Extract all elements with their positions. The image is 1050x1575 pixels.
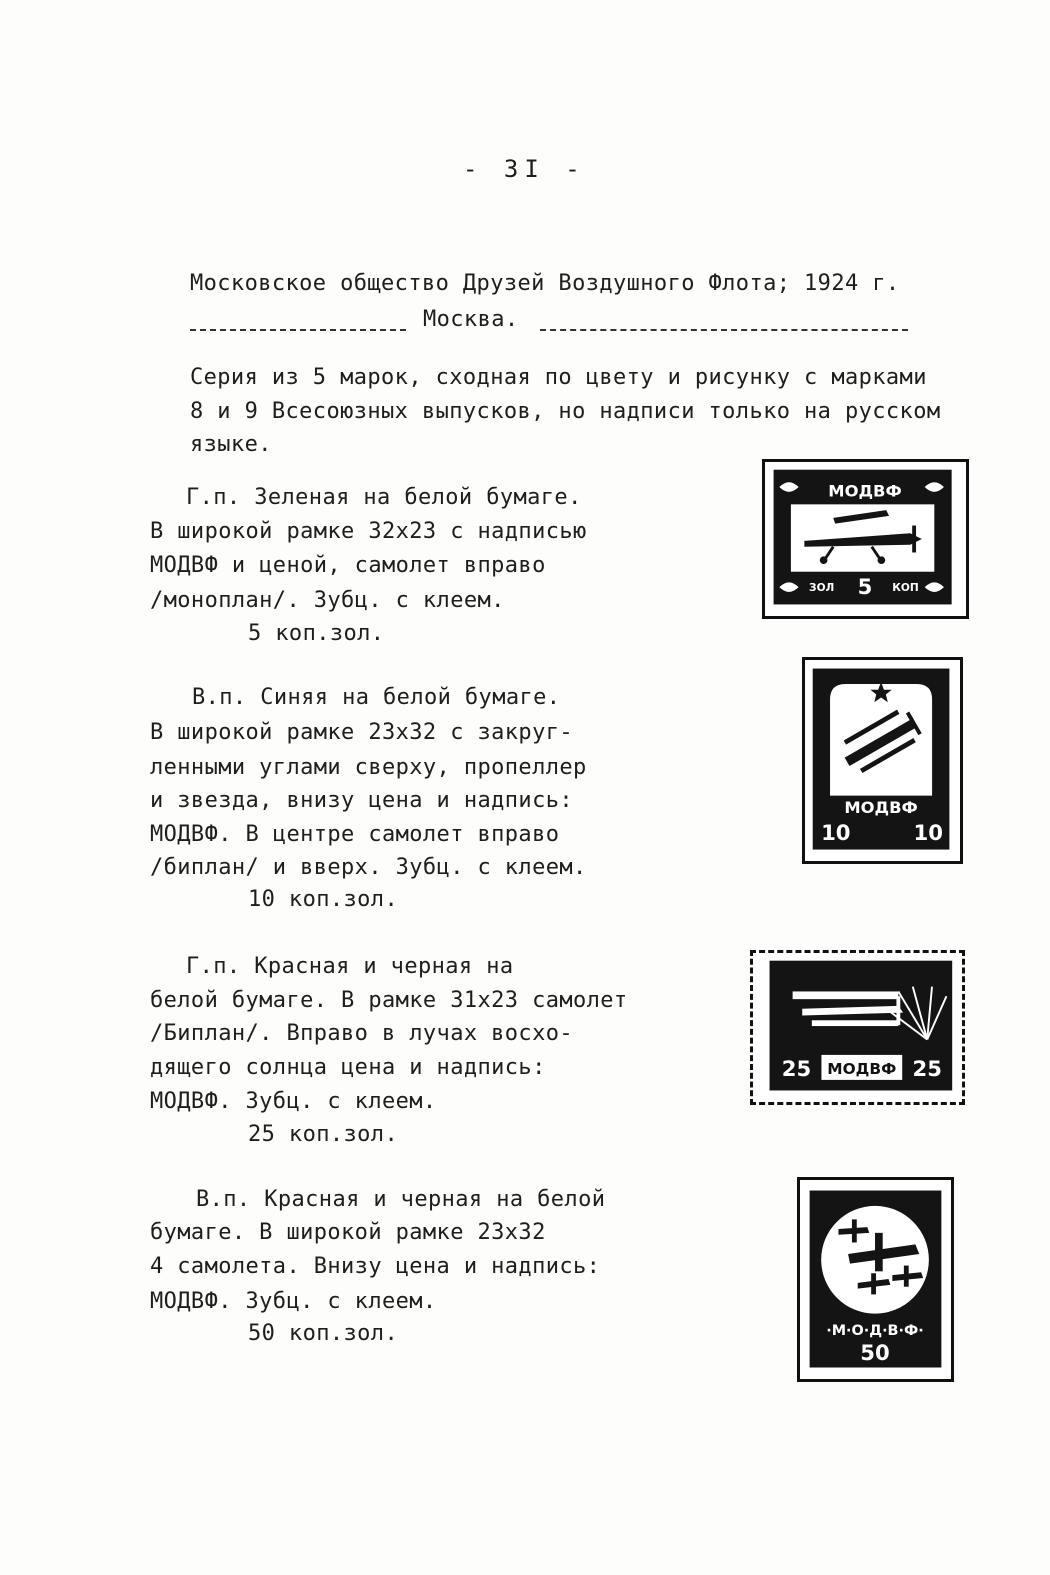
entry-3-line: МОДВФ. Зубц. с клеем. bbox=[150, 1089, 437, 1114]
entry-2-line: и звезда, внизу цена и надпись: bbox=[150, 788, 573, 813]
entry-2-line: В.п. Синяя на белой бумаге. bbox=[192, 685, 561, 710]
entry-1-line: В широкой рамке 32х23 с надписью bbox=[150, 519, 587, 544]
entry-2-line: В широкой рамке 23х32 с закруг- bbox=[150, 720, 573, 745]
intro-line: Серия из 5 марок, сходная по цвету и рисунку с марками bbox=[190, 365, 927, 390]
stamp-5-right-word: КОП bbox=[892, 581, 919, 594]
entry-3-price: 25 коп.зол. bbox=[248, 1122, 399, 1147]
entry-3-line: Г.п. Красная и черная на bbox=[186, 954, 514, 979]
stamp-50-label: ·М·О·Д·В·Ф· bbox=[826, 1322, 924, 1339]
stamp-10-kop bbox=[802, 657, 963, 864]
page-number: - 3I - bbox=[463, 155, 586, 183]
intro-line: языке. bbox=[190, 432, 272, 457]
stamp-5-kop bbox=[762, 459, 969, 619]
stamp-50-kop bbox=[797, 1177, 954, 1382]
heading-title: Московское общество Друзей Воздушного Флота; 1924 г. bbox=[190, 271, 900, 296]
entry-1-line: МОДВФ и ценой, самолет вправо bbox=[150, 553, 546, 578]
stamp-25-label: МОДВФ bbox=[827, 1060, 897, 1079]
entry-1-price: 5 коп.зол. bbox=[248, 621, 385, 646]
heading-rule-right bbox=[540, 329, 908, 331]
stamp-25-value-right: 25 bbox=[912, 1056, 942, 1082]
entry-4-line: В.п. Красная и черная на белой bbox=[196, 1187, 606, 1212]
entry-2-line: МОДВФ. В центре самолет вправо bbox=[150, 822, 560, 847]
stamp-25-kop bbox=[750, 950, 965, 1105]
stamp-25-value: 25 bbox=[781, 1056, 812, 1082]
stamp-50-value: 50 bbox=[860, 1339, 890, 1365]
entry-4-line: МОДВФ. Зубц. с клеем. bbox=[150, 1289, 437, 1314]
stamp-5-top-label: МОДВФ bbox=[828, 481, 902, 501]
entry-3-line: дящего солнца цена и надпись: bbox=[150, 1055, 546, 1080]
entry-2-line: ленными углами сверху, пропеллер bbox=[150, 755, 587, 780]
entry-4-line: бумаге. В широкой рамке 23х32 bbox=[150, 1220, 546, 1245]
entry-4-price: 50 коп.зол. bbox=[248, 1321, 399, 1346]
entry-2-price: 10 коп.зол. bbox=[248, 887, 399, 912]
entry-1-line: Г.п. Зеленая на белой бумаге. bbox=[186, 485, 582, 510]
stamp-5-left-word: ЗОЛ bbox=[809, 581, 835, 594]
stamp-10-value: 10 bbox=[821, 819, 851, 845]
stamp-10-value-right: 10 bbox=[913, 819, 943, 845]
heading-city: Москва. bbox=[423, 307, 519, 332]
entry-3-line: белой бумаге. В рамке 31х23 самолет bbox=[150, 988, 628, 1013]
stamp-5-value: 5 bbox=[857, 573, 873, 599]
entry-3-line: /Биплан/. Вправо в лучах восхо- bbox=[150, 1021, 573, 1046]
heading-rule-left bbox=[190, 329, 406, 331]
stamp-10-label: МОДВФ bbox=[844, 797, 918, 817]
entry-4-line: 4 самолета. Внизу цена и надпись: bbox=[150, 1254, 601, 1279]
entry-2-line: /биплан/ и вверх. Зубц. с клеем. bbox=[150, 855, 587, 880]
entry-1-line: /моноплан/. Зубц. с клеем. bbox=[150, 588, 505, 613]
intro-line: 8 и 9 Всесоюзных выпусков, но надписи только на русском bbox=[190, 399, 941, 424]
